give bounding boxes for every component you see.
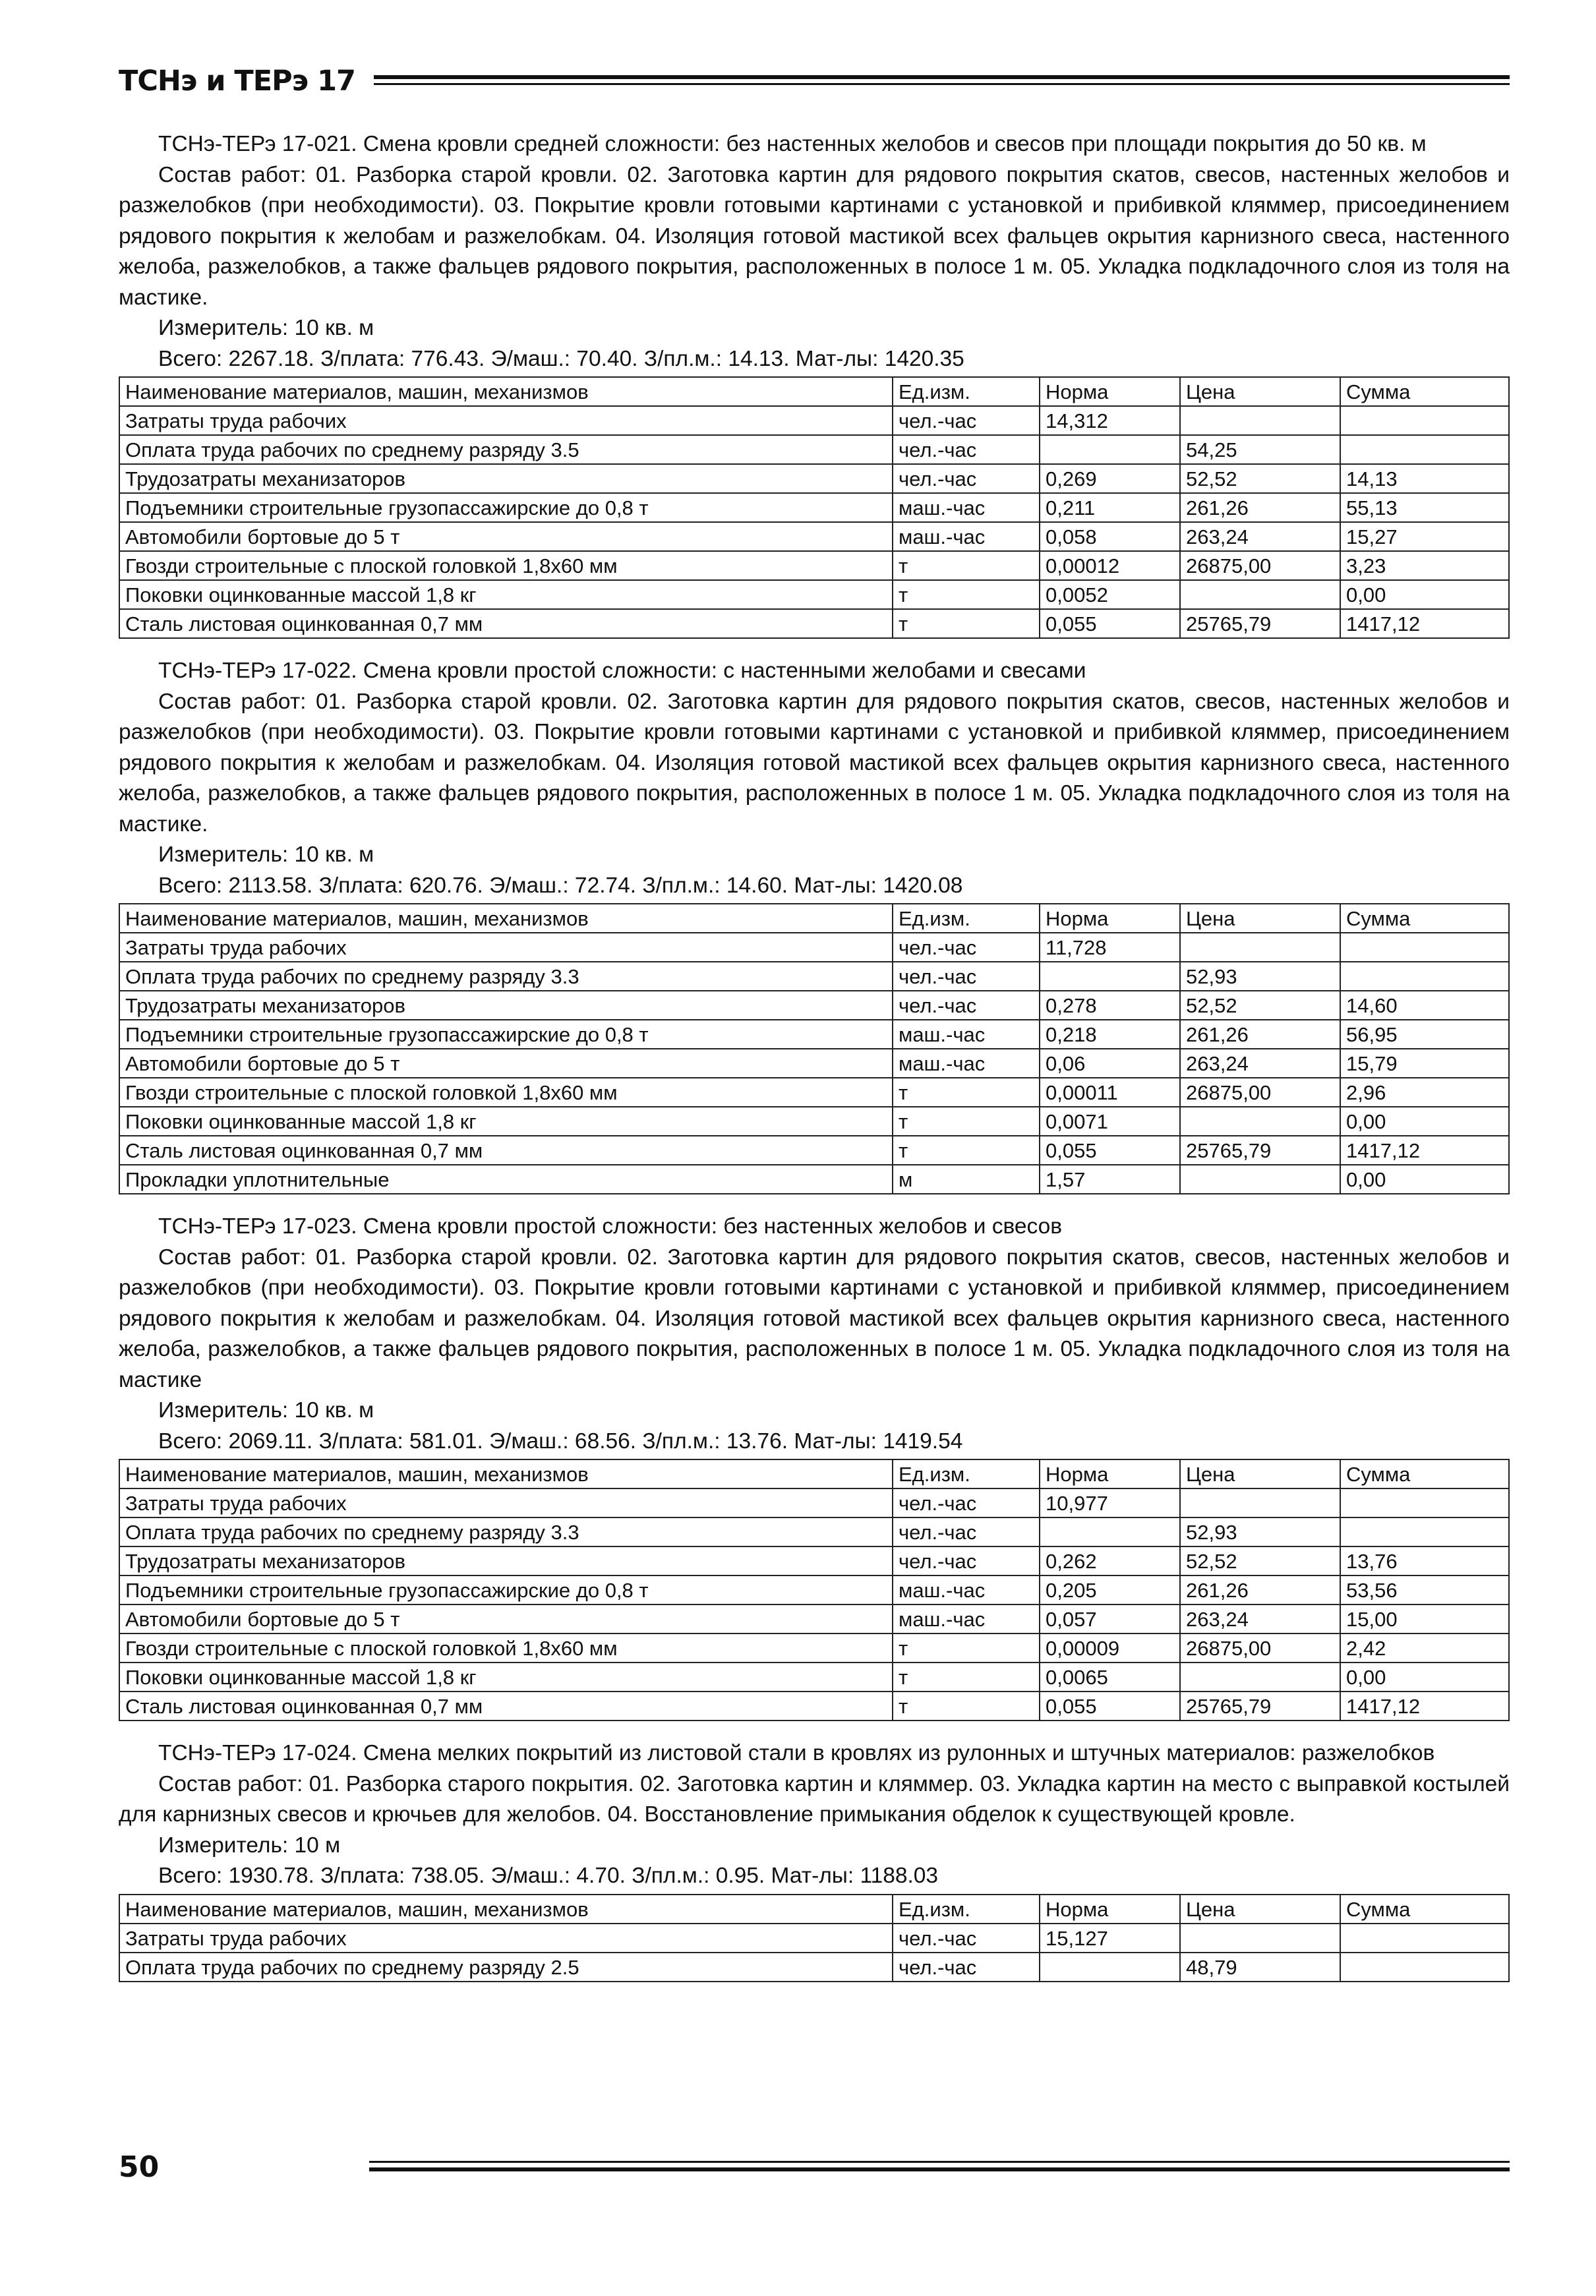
cell-norm: 0,06 xyxy=(1040,1049,1180,1078)
cell-norm: 0,055 xyxy=(1040,1692,1180,1721)
cell-norm: 10,977 xyxy=(1040,1488,1180,1517)
cell-norm: 0,269 xyxy=(1040,464,1180,493)
cell-norm: 0,057 xyxy=(1040,1604,1180,1634)
cell-sum xyxy=(1340,435,1509,464)
header-cell-price: Цена xyxy=(1180,1895,1340,1924)
table-row xyxy=(119,1575,1509,1604)
header-cell-name: Наименование материалов, машин, механизмов xyxy=(119,904,893,933)
cell-price: 52,93 xyxy=(1180,1517,1340,1546)
cell-unit: т xyxy=(893,580,1040,609)
cell-name: Гвозди строительные с плоской головкой 1,8х60 мм xyxy=(119,1634,893,1663)
header-cell-unit: Ед.изм. xyxy=(893,904,1040,933)
cell-unit: чел.-час xyxy=(893,933,1040,962)
header-cell-sum: Сумма xyxy=(1340,1895,1509,1924)
cell-norm: 0,262 xyxy=(1040,1546,1180,1575)
cell-price: 26875,00 xyxy=(1180,1634,1340,1663)
cell-sum: 56,95 xyxy=(1340,1020,1509,1049)
cell-name: Оплата труда рабочих по среднему разряду 3.3 xyxy=(119,1517,893,1546)
cell-norm: 0,218 xyxy=(1040,1020,1180,1049)
cell-norm: 0,205 xyxy=(1040,1575,1180,1604)
table-row xyxy=(119,1136,1509,1165)
cell-sum: 1417,12 xyxy=(1340,1692,1509,1721)
cell-norm: 0,278 xyxy=(1040,991,1180,1020)
cell-price: 263,24 xyxy=(1180,522,1340,551)
footer-rule xyxy=(369,2160,1510,2174)
cell-norm: 14,312 xyxy=(1040,406,1180,435)
cell-unit: т xyxy=(893,1136,1040,1165)
totals-line: Всего: 2267.18. З/плата: 776.43. Э/маш.: 70.40. З/пл.м.: 14.13. Мат-лы: 1420.35 xyxy=(158,346,964,371)
measure-unit: Измеритель: 10 кв. м xyxy=(158,842,374,867)
cell-sum xyxy=(1340,406,1509,435)
table-row xyxy=(119,1953,1509,1982)
cell-unit: т xyxy=(893,1078,1040,1107)
page-number: 50 xyxy=(119,2150,160,2184)
page-content xyxy=(119,129,1510,1999)
cell-unit: маш.-час xyxy=(893,1049,1040,1078)
cell-name: Затраты труда рабочих xyxy=(119,406,893,435)
cell-norm xyxy=(1040,962,1180,991)
cell-name: Гвозди строительные с плоской головкой 1,8х60 мм xyxy=(119,551,893,580)
cell-sum: 53,56 xyxy=(1340,1575,1509,1604)
cell-price: 263,24 xyxy=(1180,1604,1340,1634)
cell-norm: 0,00012 xyxy=(1040,551,1180,580)
table-row xyxy=(119,1020,1509,1049)
cell-price: 48,79 xyxy=(1180,1953,1340,1982)
cell-sum xyxy=(1340,933,1509,962)
cell-unit: чел.-час xyxy=(893,406,1040,435)
table-row xyxy=(119,435,1509,464)
cell-unit: м xyxy=(893,1165,1040,1194)
cell-sum: 0,00 xyxy=(1340,1107,1509,1136)
cell-unit: маш.-час xyxy=(893,1604,1040,1634)
table-row xyxy=(119,406,1509,435)
cell-unit: чел.-час xyxy=(893,1924,1040,1953)
cell-price: 54,25 xyxy=(1180,435,1340,464)
cell-price: 52,52 xyxy=(1180,464,1340,493)
cell-name: Поковки оцинкованные массой 1,8 кг xyxy=(119,580,893,609)
totals-line: Всего: 2069.11. З/плата: 581.01. Э/маш.: 68.56. З/пл.м.: 13.76. Мат-лы: 1419.54 xyxy=(158,1428,963,1454)
table-row xyxy=(119,962,1509,991)
cell-price xyxy=(1180,1107,1340,1136)
table-row xyxy=(119,551,1509,580)
cell-name: Подъемники строительные грузопассажирские до 0,8 т xyxy=(119,493,893,522)
cell-sum: 55,13 xyxy=(1340,493,1509,522)
table-header-row xyxy=(119,377,1509,406)
table-row xyxy=(119,1078,1509,1107)
measure-unit: Измеритель: 10 кв. м xyxy=(158,1398,374,1423)
page-footer xyxy=(119,2144,1510,2190)
table-row xyxy=(119,1488,1509,1517)
header-cell-name: Наименование материалов, машин, механизмов xyxy=(119,1459,893,1488)
header-cell-norm: Норма xyxy=(1040,377,1180,406)
cell-sum xyxy=(1340,1953,1509,1982)
table-row xyxy=(119,1924,1509,1953)
cell-norm: 0,211 xyxy=(1040,493,1180,522)
cell-norm xyxy=(1040,1953,1180,1982)
cell-unit: чел.-час xyxy=(893,1953,1040,1982)
cell-sum: 15,00 xyxy=(1340,1604,1509,1634)
work-composition: Состав работ: 01. Разборка старой кровли. 02. Заготовка картин для рядового покрытия скатов, свесов, настенных желобов и разжелобков (при необходимости). 03. Покрытие кровли готовыми картинами с установкой и прибивкой кляммер, присоединением рядового покрытия к желобам и разжелобкам. 04. Изоляция готовой мастикой всех фальцев окрытия карнизного свеса, настенного желоба, разжелобков, а также фальцев рядового покрытия, расположенных в полосе 1 м. 05. Укладка подкладочного слоя из толя на мастике xyxy=(119,1245,1510,1392)
table-row xyxy=(119,609,1509,638)
section-title: ТСНэ-ТЕРэ 17-024. Смена мелких покрытий из листовой стали в кровлях из рулонных и штучных материалов: разжелобков xyxy=(158,1741,1435,1765)
cell-sum: 15,27 xyxy=(1340,522,1509,551)
cell-norm xyxy=(1040,435,1180,464)
header-cell-name: Наименование материалов, машин, механизмов xyxy=(119,1895,893,1924)
cell-norm: 0,0071 xyxy=(1040,1107,1180,1136)
cell-unit: маш.-час xyxy=(893,1575,1040,1604)
totals-line: Всего: 1930.78. З/плата: 738.05. Э/маш.: 4.70. З/пл.м.: 0.95. Мат-лы: 1188.03 xyxy=(158,1864,939,1888)
table-row xyxy=(119,580,1509,609)
cell-norm: 0,0052 xyxy=(1040,580,1180,609)
cell-sum: 14,60 xyxy=(1340,991,1509,1020)
section-title: ТСНэ-ТЕРэ 17-021. Смена кровли средней сложности: без настенных желобов и свесов при площади покрытия до 50 кв. м xyxy=(158,132,1427,156)
cell-name: Оплата труда рабочих по среднему разряду 3.5 xyxy=(119,435,893,464)
cell-sum: 2,96 xyxy=(1340,1078,1509,1107)
table-row xyxy=(119,522,1509,551)
cell-unit: чел.-час xyxy=(893,1517,1040,1546)
cell-unit: маш.-час xyxy=(893,1020,1040,1049)
cell-sum: 0,00 xyxy=(1340,580,1509,609)
section-17-023 xyxy=(119,1212,1510,1721)
cell-unit: т xyxy=(893,1692,1040,1721)
cell-price: 26875,00 xyxy=(1180,551,1340,580)
header-rule xyxy=(374,74,1510,88)
resources-table xyxy=(119,1459,1510,1721)
cell-name: Сталь листовая оцинкованная 0,7 мм xyxy=(119,609,893,638)
cell-unit: маш.-час xyxy=(893,522,1040,551)
cell-name: Автомобили бортовые до 5 т xyxy=(119,522,893,551)
cell-price: 263,24 xyxy=(1180,1049,1340,1078)
table-row xyxy=(119,1692,1509,1721)
cell-sum: 1417,12 xyxy=(1340,1136,1509,1165)
cell-name: Автомобили бортовые до 5 т xyxy=(119,1604,893,1634)
cell-unit: чел.-час xyxy=(893,1488,1040,1517)
header-cell-price: Цена xyxy=(1180,377,1340,406)
cell-unit: т xyxy=(893,1663,1040,1692)
cell-price: 52,52 xyxy=(1180,991,1340,1020)
header-cell-norm: Норма xyxy=(1040,904,1180,933)
table-row xyxy=(119,1546,1509,1575)
cell-price xyxy=(1180,933,1340,962)
cell-price xyxy=(1180,1924,1340,1953)
cell-norm: 0,058 xyxy=(1040,522,1180,551)
cell-unit: т xyxy=(893,551,1040,580)
resources-table xyxy=(119,1894,1510,1982)
cell-sum xyxy=(1340,1488,1509,1517)
header-cell-sum: Сумма xyxy=(1340,1459,1509,1488)
table-header-row xyxy=(119,904,1509,933)
cell-name: Затраты труда рабочих xyxy=(119,933,893,962)
header-cell-price: Цена xyxy=(1180,1459,1340,1488)
cell-price: 52,52 xyxy=(1180,1546,1340,1575)
cell-unit: чел.-час xyxy=(893,1546,1040,1575)
header-cell-unit: Ед.изм. xyxy=(893,1895,1040,1924)
cell-unit: чел.-час xyxy=(893,962,1040,991)
header-cell-sum: Сумма xyxy=(1340,377,1509,406)
cell-name: Трудозатраты механизаторов xyxy=(119,991,893,1020)
cell-price: 261,26 xyxy=(1180,1575,1340,1604)
table-row xyxy=(119,991,1509,1020)
table-row xyxy=(119,1663,1509,1692)
cell-price xyxy=(1180,406,1340,435)
cell-unit: чел.-час xyxy=(893,991,1040,1020)
cell-name: Трудозатраты механизаторов xyxy=(119,1546,893,1575)
cell-norm: 0,055 xyxy=(1040,1136,1180,1165)
cell-name: Затраты труда рабочих xyxy=(119,1488,893,1517)
header-cell-unit: Ед.изм. xyxy=(893,377,1040,406)
cell-name: Сталь листовая оцинкованная 0,7 мм xyxy=(119,1692,893,1721)
cell-sum xyxy=(1340,1517,1509,1546)
cell-name: Затраты труда рабочих xyxy=(119,1924,893,1953)
cell-norm: 1,57 xyxy=(1040,1165,1180,1194)
cell-sum: 3,23 xyxy=(1340,551,1509,580)
cell-name: Прокладки уплотнительные xyxy=(119,1165,893,1194)
cell-norm: 0,0065 xyxy=(1040,1663,1180,1692)
cell-sum: 13,76 xyxy=(1340,1546,1509,1575)
section-title: ТСНэ-ТЕРэ 17-023. Смена кровли простой сложности: без настенных желобов и свесов xyxy=(158,1214,1063,1239)
cell-norm: 0,055 xyxy=(1040,609,1180,638)
resources-table xyxy=(119,376,1510,639)
table-row xyxy=(119,1049,1509,1078)
cell-unit: чел.-час xyxy=(893,435,1040,464)
cell-name: Подъемники строительные грузопассажирские до 0,8 т xyxy=(119,1020,893,1049)
cell-price xyxy=(1180,1488,1340,1517)
section-title: ТСНэ-ТЕРэ 17-022. Смена кровли простой сложности: с настенными желобами и свесами xyxy=(158,659,1086,683)
cell-name: Оплата труда рабочих по среднему разряду 2.5 xyxy=(119,1953,893,1982)
work-composition: Состав работ: 01. Разборка старой кровли. 02. Заготовка картин для рядового покрытия скатов, свесов, настенных желобов и разжелобков (при необходимости). 03. Покрытие кровли готовыми картинами с установкой и прибивкой кляммер, присоединением рядового покрытия к желобам и разжелобкам. 04. Изоляция готовой мастикой всех фальцев окрытия карнизного свеса, настенного желоба, разжелобков, а также фальцев рядового покрытия, расположенных в полосе 1 м. 05. Укладка подкладочного слоя из толя на мастике. xyxy=(119,689,1510,837)
section-17-024 xyxy=(119,1738,1510,1982)
cell-price xyxy=(1180,1663,1340,1692)
work-composition: Состав работ: 01. Разборка старой кровли. 02. Заготовка картин для рядового покрытия скатов, свесов, настенных желобов и разжелобков (при необходимости). 03. Покрытие кровли готовыми картинами с установкой и прибивкой кляммер, присоединением рядового покрытия к желобам и разжелобкам. 04. Изоляция готовой мастикой всех фальцев окрытия карнизного свеса, настенного желоба, разжелобков, а также фальцев рядового покрытия, расположенных в полосе 1 м. 05. Укладка подкладочного слоя из толя на мастике. xyxy=(119,162,1510,310)
cell-name: Поковки оцинкованные массой 1,8 кг xyxy=(119,1663,893,1692)
header-title: ТСНэ и ТЕРэ 17 xyxy=(119,65,355,98)
cell-name: Автомобили бортовые до 5 т xyxy=(119,1049,893,1078)
cell-name: Сталь листовая оцинкованная 0,7 мм xyxy=(119,1136,893,1165)
table-row xyxy=(119,1634,1509,1663)
cell-name: Подъемники строительные грузопассажирские до 0,8 т xyxy=(119,1575,893,1604)
table-header-row xyxy=(119,1459,1509,1488)
cell-price: 25765,79 xyxy=(1180,609,1340,638)
cell-norm: 15,127 xyxy=(1040,1924,1180,1953)
cell-price: 25765,79 xyxy=(1180,1136,1340,1165)
cell-name: Гвозди строительные с плоской головкой 1,8х60 мм xyxy=(119,1078,893,1107)
cell-price: 26875,00 xyxy=(1180,1078,1340,1107)
cell-name: Поковки оцинкованные массой 1,8 кг xyxy=(119,1107,893,1136)
cell-sum: 0,00 xyxy=(1340,1663,1509,1692)
measure-unit: Измеритель: 10 кв. м xyxy=(158,316,374,340)
table-row xyxy=(119,1165,1509,1194)
cell-price: 261,26 xyxy=(1180,1020,1340,1049)
cell-price xyxy=(1180,1165,1340,1194)
cell-price: 261,26 xyxy=(1180,493,1340,522)
cell-unit: т xyxy=(893,609,1040,638)
cell-name: Трудозатраты механизаторов xyxy=(119,464,893,493)
cell-unit: т xyxy=(893,1107,1040,1136)
page-header xyxy=(119,58,1510,104)
totals-line: Всего: 2113.58. З/плата: 620.76. Э/маш.: 72.74. З/пл.м.: 14.60. Мат-лы: 1420.08 xyxy=(158,873,963,898)
cell-sum: 15,79 xyxy=(1340,1049,1509,1078)
section-17-022 xyxy=(119,656,1510,1194)
header-cell-norm: Норма xyxy=(1040,1459,1180,1488)
header-cell-norm: Норма xyxy=(1040,1895,1180,1924)
table-row xyxy=(119,1107,1509,1136)
table-row xyxy=(119,464,1509,493)
cell-sum xyxy=(1340,1924,1509,1953)
header-cell-sum: Сумма xyxy=(1340,904,1509,933)
cell-unit: маш.-час xyxy=(893,493,1040,522)
cell-sum xyxy=(1340,962,1509,991)
cell-sum: 14,13 xyxy=(1340,464,1509,493)
header-cell-price: Цена xyxy=(1180,904,1340,933)
cell-price: 25765,79 xyxy=(1180,1692,1340,1721)
cell-norm: 0,00009 xyxy=(1040,1634,1180,1663)
cell-norm: 11,728 xyxy=(1040,933,1180,962)
table-row xyxy=(119,493,1509,522)
table-header-row xyxy=(119,1895,1509,1924)
resources-table xyxy=(119,903,1510,1194)
cell-price xyxy=(1180,580,1340,609)
cell-unit: чел.-час xyxy=(893,464,1040,493)
header-cell-unit: Ед.изм. xyxy=(893,1459,1040,1488)
section-17-021 xyxy=(119,129,1510,639)
cell-sum: 1417,12 xyxy=(1340,609,1509,638)
table-row xyxy=(119,933,1509,962)
cell-sum: 2,42 xyxy=(1340,1634,1509,1663)
table-row xyxy=(119,1517,1509,1546)
cell-unit: т xyxy=(893,1634,1040,1663)
cell-norm xyxy=(1040,1517,1180,1546)
table-row xyxy=(119,1604,1509,1634)
header-cell-name: Наименование материалов, машин, механизмов xyxy=(119,377,893,406)
cell-name: Оплата труда рабочих по среднему разряду 3.3 xyxy=(119,962,893,991)
work-composition: Состав работ: 01. Разборка старого покрытия. 02. Заготовка картин и кляммер. 03. Укладка картин на место с выправкой костылей для карнизных свесов и крючьев для желобов. 04. Восстановление примыкания обделок к существующей кровле. xyxy=(119,1771,1510,1827)
cell-price: 52,93 xyxy=(1180,962,1340,991)
cell-sum: 0,00 xyxy=(1340,1165,1509,1194)
measure-unit: Измеритель: 10 м xyxy=(158,1833,341,1858)
cell-norm: 0,00011 xyxy=(1040,1078,1180,1107)
